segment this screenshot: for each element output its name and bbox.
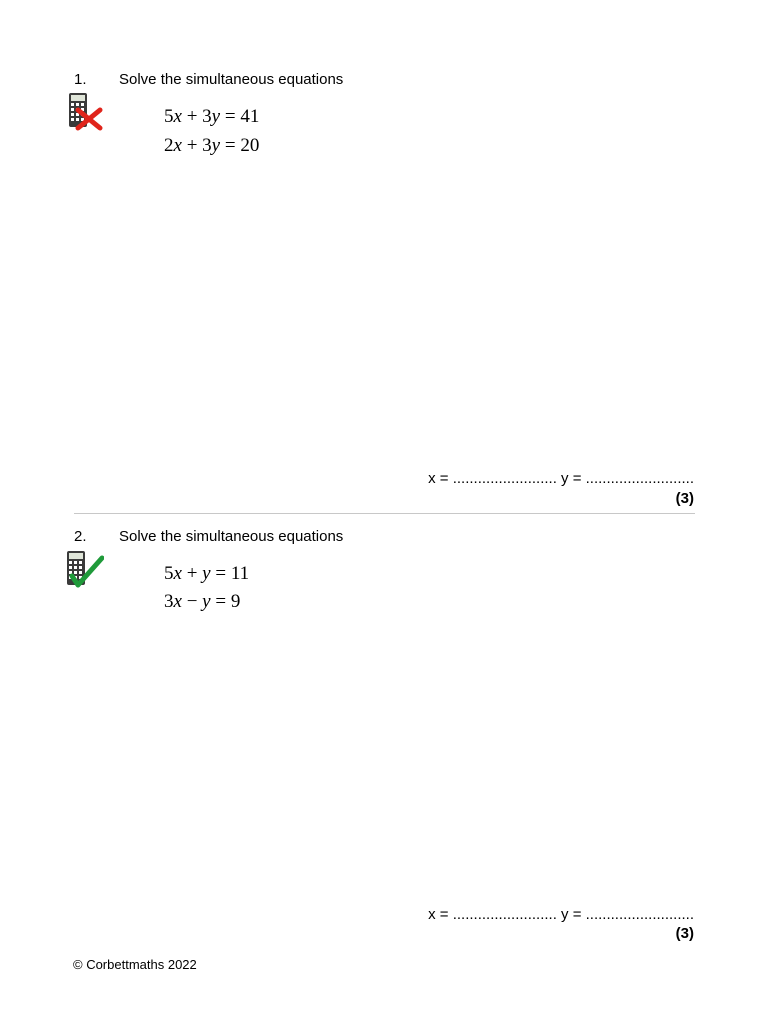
question-divider xyxy=(74,513,695,514)
answer-line-2[interactable]: x = ......................... y = .......................... xyxy=(428,906,694,923)
calculator-allowed-icon xyxy=(64,550,104,590)
equation-2a: 5x + y = 11 xyxy=(164,563,250,584)
answer-line-1[interactable]: x = ......................... y = .......................... xyxy=(428,470,694,487)
question-number: 2. xyxy=(74,528,87,545)
marks-1: (3) xyxy=(675,490,694,507)
equation-2b: 3x − y = 9 xyxy=(164,591,241,612)
equation-1b: 2x + 3y = 20 xyxy=(164,135,260,156)
question-number: 1. xyxy=(74,71,87,88)
calculator-not-allowed-icon xyxy=(66,92,106,132)
copyright-footer: © Corbettmaths 2022 xyxy=(73,957,197,972)
marks-2: (3) xyxy=(675,925,694,942)
equation-1a: 5x + 3y = 41 xyxy=(164,106,260,127)
question-instruction: Solve the simultaneous equations xyxy=(119,71,344,88)
question-instruction: Solve the simultaneous equations xyxy=(119,528,344,545)
